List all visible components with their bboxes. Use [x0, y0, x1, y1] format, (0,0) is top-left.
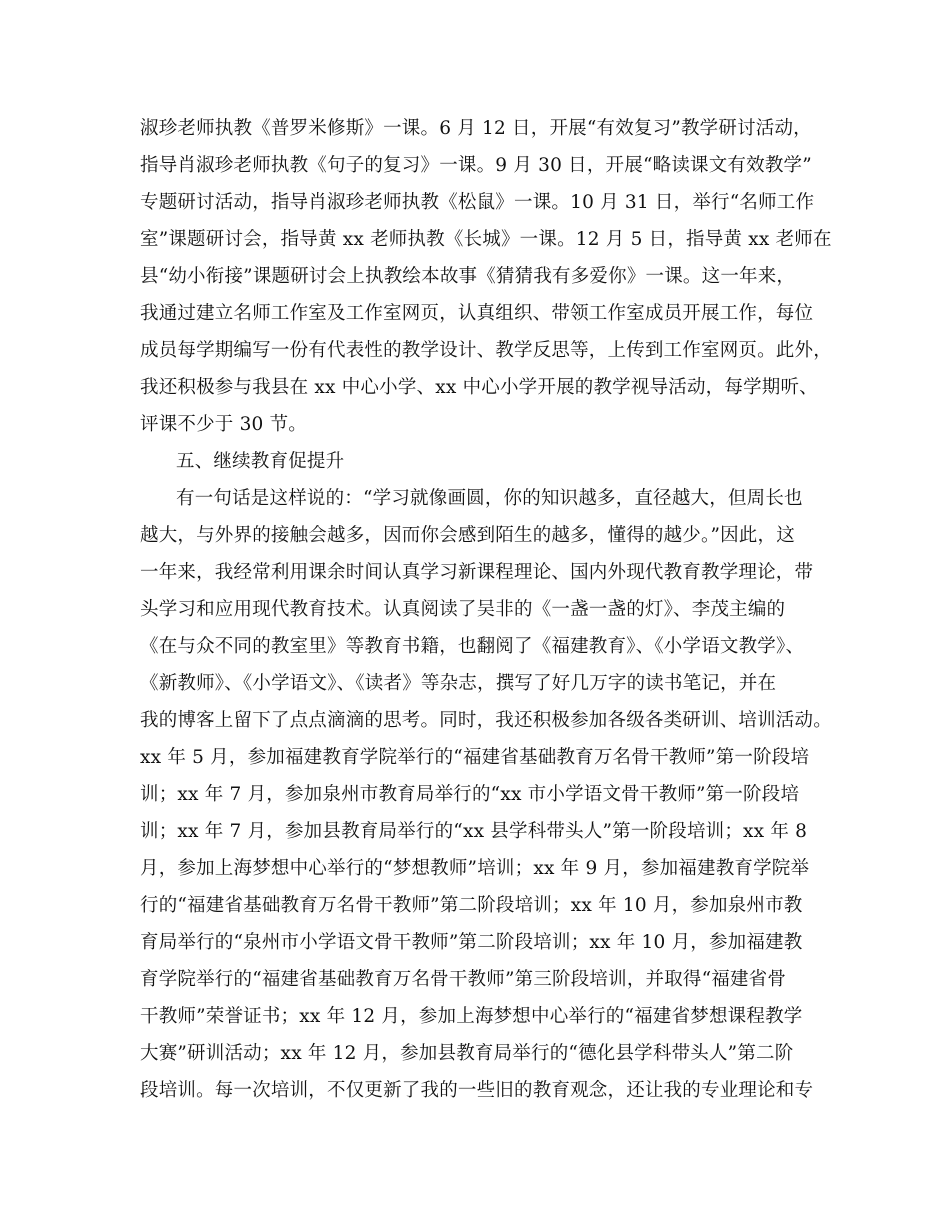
paragraph-line: xx 年 5 月，参加福建教育学院举行的“福建省基础教育万名骨干教师”第一阶段培	[140, 747, 810, 768]
paragraph-line: 室”课题研讨会，指导黄 xx 老师执教《长城》一课。12 月 5 日，指导黄 xx 老师在	[140, 229, 832, 250]
paragraph-line: 一年来，我经常利用课余时间认真学习新课程理论、国内外现代教育教学理论，带	[140, 562, 814, 583]
paragraph-line: 成员每学期编写一份有代表性的教学设计、教学反思等，上传到工作室网页。此外，	[140, 340, 832, 361]
paragraph-line: 越大，与外界的接触会越多，因而你会感到陌生的越多，懂得的越少。”因此，这	[140, 525, 795, 546]
paragraph-line: 县“幼小衔接”课题研讨会上执教绘本故事《猜猜我有多爱你》一课。这一年来，	[140, 266, 796, 287]
paragraph-line: 专题研讨活动，指导肖淑珍老师执教《松鼠》一课。10 月 31 日，举行“名师工作	[140, 192, 815, 213]
paragraph-line: 行的“福建省基础教育万名骨干教师”第二阶段培训；xx 年 10 月，参加泉州市教	[140, 895, 803, 916]
paragraph-line: 训；xx 年 7 月，参加县教育局举行的“xx 县学科带头人”第一阶段培训；xx 年 8	[140, 821, 808, 842]
paragraph-line: 大赛”研训活动；xx 年 12 月，参加县教育局举行的“德化县学科带头人”第二阶	[140, 1043, 794, 1064]
section-heading: 五、继续教育促提升	[176, 451, 345, 472]
paragraph-line: 育学院举行的“福建省基础教育万名骨干教师”第三阶段培训，并取得“福建省骨	[140, 969, 787, 990]
paragraph-line: 段培训。每一次培训，不仅更新了我的一些旧的教育观念，还让我的专业理论和专	[140, 1080, 814, 1101]
paragraph-line: 干教师”荣誉证书；xx 年 12 月，参加上海梦想中心举行的“福建省梦想课程教学	[140, 1006, 803, 1027]
paragraph-line: 淑珍老师执教《普罗米修斯》一课。6 月 12 日，开展“有效复习”教学研讨活动，	[140, 118, 812, 139]
paragraph-line: 指导肖淑珍老师执教《句子的复习》一课。9 月 30 日，开展“略读课文有效教学”	[140, 155, 812, 176]
paragraph-line: 月，参加上海梦想中心举行的“梦想教师”培训；xx 年 9 月，参加福建教育学院举	[140, 858, 810, 879]
paragraph-line: 头学习和应用现代教育技术。认真阅读了吴非的《一盏一盏的灯》、李茂主编的	[140, 599, 786, 620]
paragraph-line: 训；xx 年 7 月，参加泉州市教育局举行的“xx 市小学语文骨干教师”第一阶段培	[140, 784, 800, 805]
paragraph-line: 我的博客上留下了点点滴滴的思考。同时，我还积极参加各级各类研训、培训活动。	[140, 710, 832, 731]
paragraph-line: 《在与众不同的教室里》等教育书籍，也翻阅了《福建教育》、《小学语文教学》、	[140, 636, 805, 657]
paragraph-line: 有一句话是这样说的：“学习就像画圆，你的知识越多，直径越大，但周长也	[176, 488, 803, 509]
paragraph-line: 育局举行的“泉州市小学语文骨干教师”第二阶段培训；xx 年 10 月，参加福建教	[140, 932, 803, 953]
paragraph-line: 我通过建立名师工作室及工作室网页，认真组织、带领工作室成员开展工作，每位	[140, 303, 814, 324]
paragraph-line: 《新教师》、《小学语文》、《读者》等杂志，撰写了好几万字的读书笔记，并在	[140, 673, 777, 694]
paragraph-line: 我还积极参与我县在 xx 中心小学、xx 中心小学开展的教学视导活动，每学期听、	[140, 377, 818, 398]
paragraph-line: 评课不少于 30 节。	[140, 414, 308, 435]
